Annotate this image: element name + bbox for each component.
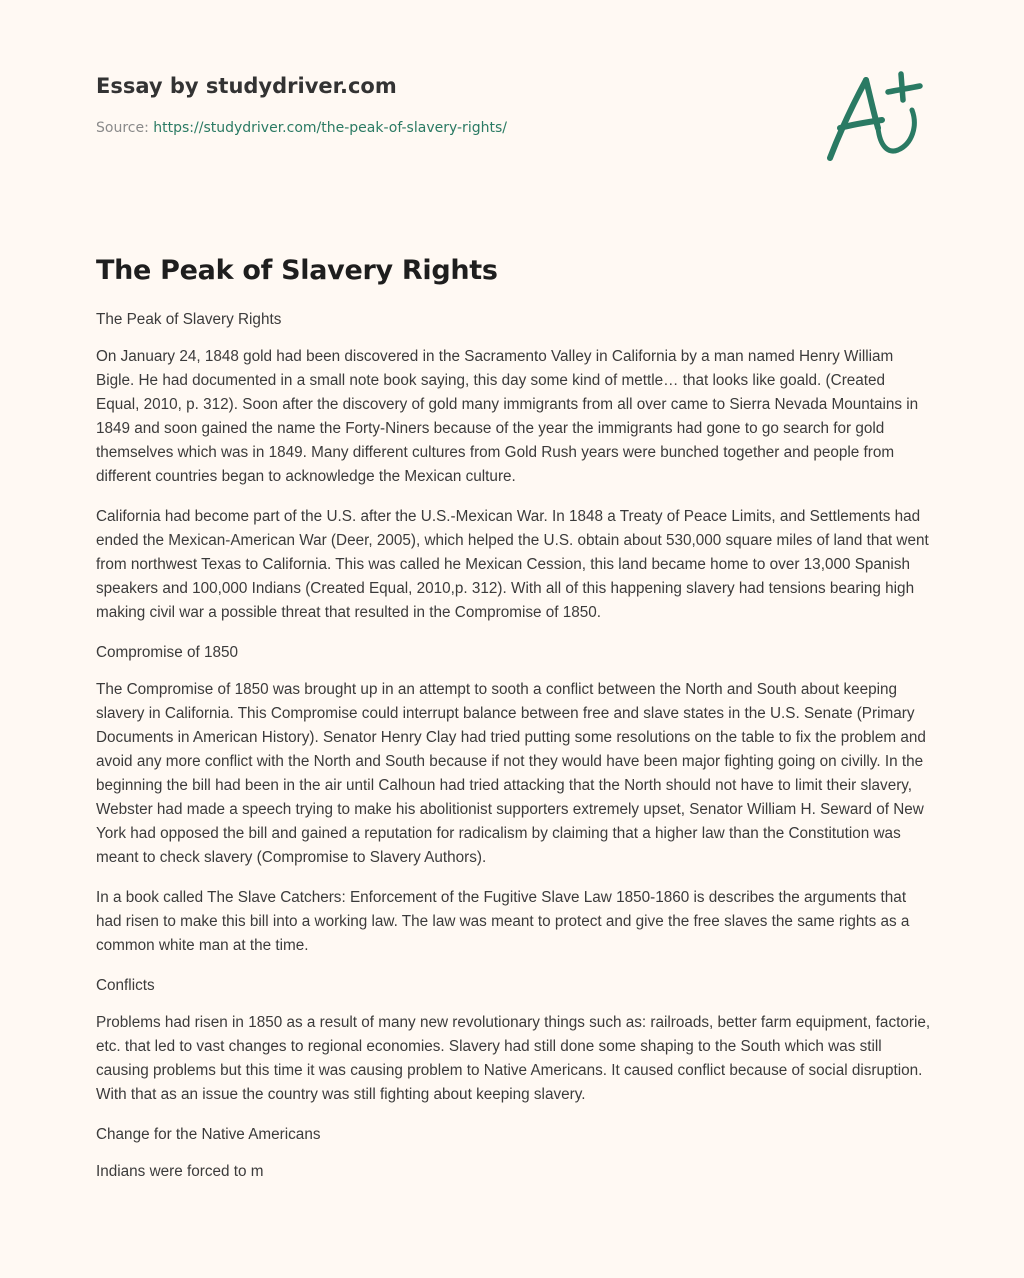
paragraph: In a book called The Slave Catchers: Enforcement of the Fugitive Slave Law 1850-1860 is describes the arguments that had risen to make this bill into a working law. The law was meant to protect and give the free slaves the same rights as a common white man at the time.	[96, 889, 910, 954]
paragraph: Indians were forced to m	[96, 1163, 264, 1180]
source-line	[96, 120, 507, 136]
section-heading: Compromise of 1850	[96, 644, 238, 661]
section-heading: Change for the Native Americans	[96, 1126, 321, 1143]
site-header	[96, 74, 507, 136]
paragraph: On January 24, 1848 gold had been discovered in the Sacramento Valley in California by a man named Henry William Bigle. He had documented in a small note book saying, this day some kind of mettle… that looks like goald. (Created Equal, 2010, p. 312). Soon after the discovery of gold many immigrants from all over came to Sierra Nevada Mountains in 1849 and soon gained the name the Forty-Niners because of the year the immigrants had gone to go search for gold themselves which was in 1849. Many different cultures from Gold Rush years were bunched together and people from different countries began to acknowledge the Mexican culture.	[96, 348, 919, 485]
paragraph: Problems had risen in 1850 as a result of many new revolutionary things such as: railroads, better farm equipment, factorie, etc. that led to vast changes to regional economies. Slavery had still done some shaping to the South which was still causing problems but this time it was causing problem to Native Americans. It caused conflict because of social disruption. With that as an issue the country was still fighting about keeping slavery.	[96, 1014, 931, 1103]
essay-title: The Peak of Slavery Rights	[96, 255, 498, 286]
section-heading: Conflicts	[96, 977, 155, 994]
source-label: Source:	[96, 120, 154, 136]
site-title: Essay by studydriver.com	[96, 74, 397, 98]
essay-body	[96, 308, 932, 1184]
paragraph: California had become part of the U.S. after the U.S.-Mexican War. In 1848 a Treaty of Peace Limits, and Settlements had ended the Mexican-American War (Deer, 2005), which helped the U.S. obtain about 530,000 square miles of land that went from northwest Texas to California. This was called he Mexican Cession, this land became home to over 13,000 Spanish speakers and 100,000 Indians (Created Equal, 2010,p. 312). With all of this happening slavery had tensions bearing high making civil war a possible threat that resulted in the Compromise of 1850.	[96, 508, 929, 621]
paragraph: The Compromise of 1850 was brought up in an attempt to sooth a conflict between the North and South about keeping slavery in California. This Compromise could interrupt balance between free and slave states in the U.S. Senate (Primary Documents in American History). Senator Henry Clay had tried putting some resolutions on the table to fix the problem and avoid any more conflict with the North and South because if not they would have been major fighting going on civilly. In the beginning the bill had been in the air until Calhoun had tried attacking that the North should not have to limit their slavery, Webster had made a speech trying to make his abolitionist supporters extremely upset, Senator William H. Seward of New York had opposed the bill and gained a reputation for radicalism by claiming that a higher law than the Constitution was meant to check slavery (Compromise to Slavery Authors).	[96, 681, 926, 866]
source-link[interactable]: https://studydriver.com/the-peak-of-slavery-rights/	[153, 120, 507, 136]
a-plus-grade-icon	[818, 62, 933, 172]
essay-subtitle: The Peak of Slavery Rights	[96, 311, 282, 328]
essay-content	[96, 255, 932, 1200]
